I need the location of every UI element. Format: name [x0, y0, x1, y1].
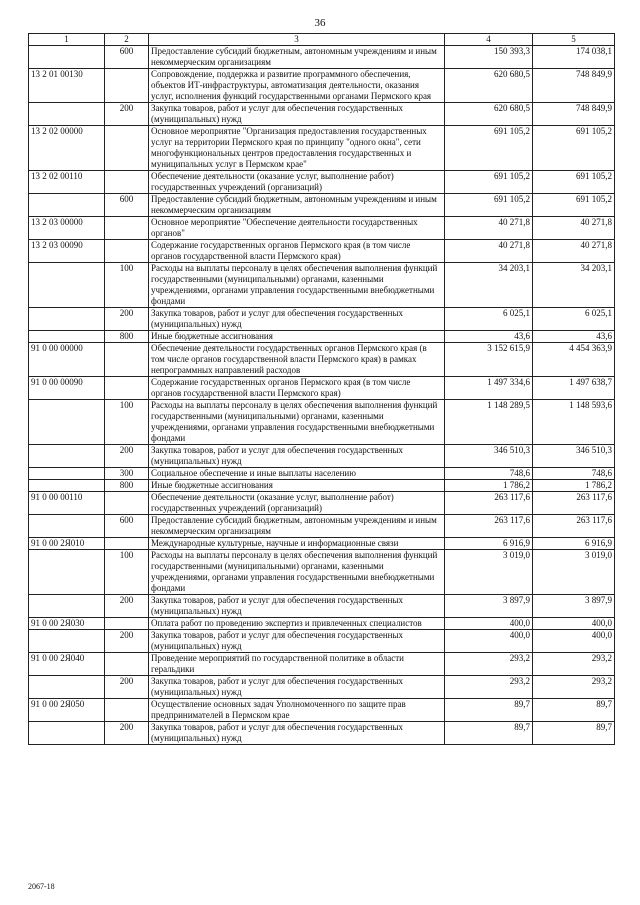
amount-year-2: 263 117,6	[533, 492, 615, 515]
target-article-code: 13 2 02 00000	[29, 126, 105, 171]
header-col-4: 4	[445, 34, 533, 46]
amount-year-2: 1 786,2	[533, 480, 615, 492]
row-description: Иные бюджетные ассигнования	[149, 480, 445, 492]
target-article-code: 91 0 00 00110	[29, 492, 105, 515]
expense-type-code	[105, 653, 149, 676]
table-row	[29, 630, 615, 653]
amount-year-1: 400,0	[445, 630, 533, 653]
table-row	[29, 194, 615, 217]
table-row	[29, 699, 615, 722]
expense-type-code: 200	[105, 722, 149, 745]
table-body	[29, 46, 615, 745]
amount-year-1: 691 105,2	[445, 171, 533, 194]
target-article-code	[29, 595, 105, 618]
table-row	[29, 46, 615, 69]
table-row	[29, 240, 615, 263]
expense-type-code: 600	[105, 515, 149, 538]
row-description: Закупка товаров, работ и услуг для обеспечения государственных (муниципальных) нужд	[149, 103, 445, 126]
target-article-code: 91 0 00 2Я050	[29, 699, 105, 722]
expense-type-code: 600	[105, 46, 149, 69]
row-description: Проведение мероприятий по государственной политике в области геральдики	[149, 653, 445, 676]
row-description: Расходы на выплаты персоналу в целях обеспечения выполнения функций государственными (муниципальными) органами, казенными учреждениями, органами управления государственными внебюджетными фондами	[149, 550, 445, 595]
expense-type-code: 200	[105, 308, 149, 331]
target-article-code: 91 0 00 2Я010	[29, 538, 105, 550]
target-article-code	[29, 515, 105, 538]
table-row	[29, 263, 615, 308]
amount-year-1: 89,7	[445, 722, 533, 745]
table-row	[29, 722, 615, 745]
amount-year-2: 174 038,1	[533, 46, 615, 69]
target-article-code	[29, 480, 105, 492]
table-row	[29, 492, 615, 515]
row-description: Международные культурные, научные и информационные связи	[149, 538, 445, 550]
amount-year-1: 6 025,1	[445, 308, 533, 331]
amount-year-2: 748,6	[533, 468, 615, 480]
amount-year-2: 3 019,0	[533, 550, 615, 595]
expense-type-code: 600	[105, 194, 149, 217]
target-article-code: 91 0 00 2Я040	[29, 653, 105, 676]
target-article-code	[29, 194, 105, 217]
table-row	[29, 126, 615, 171]
expense-type-code	[105, 171, 149, 194]
expense-type-code	[105, 699, 149, 722]
header-col-3: 3	[149, 34, 445, 46]
table-row	[29, 217, 615, 240]
expense-type-code	[105, 69, 149, 103]
target-article-code: 13 2 01 00130	[29, 69, 105, 103]
expense-type-code	[105, 126, 149, 171]
amount-year-1: 620 680,5	[445, 103, 533, 126]
target-article-code	[29, 722, 105, 745]
row-description: Основное мероприятие "Организация предоставления государственных услуг на территории Пермского края по принципу "одного окна", сети многофункциональных центров предоставления государственных и муниципальных услуг в Пермском крае"	[149, 126, 445, 171]
target-article-code: 91 0 00 00000	[29, 343, 105, 377]
table-row	[29, 343, 615, 377]
amount-year-2: 6 025,1	[533, 308, 615, 331]
target-article-code	[29, 103, 105, 126]
row-description: Содержание государственных органов Пермского края (в том числе органов государственной власти Пермского края)	[149, 377, 445, 400]
header-col-5: 5	[533, 34, 615, 46]
expense-type-code: 200	[105, 445, 149, 468]
expense-type-code: 800	[105, 480, 149, 492]
row-description: Обеспечение деятельности государственных органов Пермского края (в том числе органов государственной власти Пермского края) в рамках непрограммных направлений расходов	[149, 343, 445, 377]
amount-year-1: 3 152 615,9	[445, 343, 533, 377]
amount-year-2: 1 497 638,7	[533, 377, 615, 400]
amount-year-1: 346 510,3	[445, 445, 533, 468]
target-article-code	[29, 400, 105, 445]
header-col-2: 2	[105, 34, 149, 46]
table-row	[29, 445, 615, 468]
table-row	[29, 653, 615, 676]
table-row	[29, 69, 615, 103]
expense-type-code: 100	[105, 550, 149, 595]
header-row	[29, 34, 615, 46]
amount-year-2: 691 105,2	[533, 126, 615, 171]
target-article-code	[29, 46, 105, 69]
target-article-code: 13 2 03 00000	[29, 217, 105, 240]
amount-year-1: 691 105,2	[445, 126, 533, 171]
target-article-code	[29, 468, 105, 480]
expense-type-code: 200	[105, 630, 149, 653]
expense-type-code: 100	[105, 263, 149, 308]
row-description: Закупка товаров, работ и услуг для обеспечения государственных (муниципальных) нужд	[149, 308, 445, 331]
row-description: Закупка товаров, работ и услуг для обеспечения государственных (муниципальных) нужд	[149, 595, 445, 618]
amount-year-2: 89,7	[533, 699, 615, 722]
target-article-code: 91 0 00 00090	[29, 377, 105, 400]
table-row	[29, 171, 615, 194]
amount-year-2: 43,6	[533, 331, 615, 343]
expense-type-code	[105, 240, 149, 263]
header-col-1: 1	[29, 34, 105, 46]
target-article-code	[29, 550, 105, 595]
table-row	[29, 538, 615, 550]
row-description: Закупка товаров, работ и услуг для обеспечения государственных (муниципальных) нужд	[149, 676, 445, 699]
table-row	[29, 308, 615, 331]
expense-type-code: 200	[105, 595, 149, 618]
footer-code: 2067-18	[28, 882, 55, 891]
table-row	[29, 550, 615, 595]
amount-year-1: 150 393,3	[445, 46, 533, 69]
amount-year-1: 43,6	[445, 331, 533, 343]
row-description: Закупка товаров, работ и услуг для обеспечения государственных (муниципальных) нужд	[149, 722, 445, 745]
table-row	[29, 676, 615, 699]
expense-type-code	[105, 618, 149, 630]
amount-year-1: 748,6	[445, 468, 533, 480]
row-description: Расходы на выплаты персоналу в целях обеспечения выполнения функций государственными (муниципальными) органами, казенными учреждениями, органами управления государственными внебюджетными фондами	[149, 400, 445, 445]
amount-year-1: 263 117,6	[445, 492, 533, 515]
row-description: Социальное обеспечение и иные выплаты населению	[149, 468, 445, 480]
amount-year-1: 3 897,9	[445, 595, 533, 618]
target-article-code: 13 2 03 00090	[29, 240, 105, 263]
row-description: Иные бюджетные ассигнования	[149, 331, 445, 343]
row-description: Осуществление основных задач Уполномоченного по защите прав предпринимателей в Пермском крае	[149, 699, 445, 722]
table-row	[29, 595, 615, 618]
amount-year-2: 40 271,8	[533, 217, 615, 240]
row-description: Предоставление субсидий бюджетным, автономным учреждениям и иным некоммерческим организациям	[149, 46, 445, 69]
expense-type-code	[105, 538, 149, 550]
amount-year-1: 40 271,8	[445, 240, 533, 263]
amount-year-1: 263 117,6	[445, 515, 533, 538]
row-description: Основное мероприятие "Обеспечение деятельности государственных органов"	[149, 217, 445, 240]
table-row	[29, 400, 615, 445]
target-article-code: 13 2 02 00110	[29, 171, 105, 194]
amount-year-1: 40 271,8	[445, 217, 533, 240]
amount-year-1: 1 786,2	[445, 480, 533, 492]
table-row	[29, 103, 615, 126]
target-article-code	[29, 630, 105, 653]
table-row	[29, 377, 615, 400]
amount-year-2: 263 117,6	[533, 515, 615, 538]
amount-year-1: 89,7	[445, 699, 533, 722]
target-article-code	[29, 331, 105, 343]
amount-year-2: 400,0	[533, 630, 615, 653]
target-article-code	[29, 676, 105, 699]
expense-type-code	[105, 217, 149, 240]
expense-type-code: 200	[105, 103, 149, 126]
amount-year-2: 293,2	[533, 676, 615, 699]
amount-year-1: 3 019,0	[445, 550, 533, 595]
amount-year-2: 34 203,1	[533, 263, 615, 308]
row-description: Расходы на выплаты персоналу в целях обеспечения выполнения функций государственными (муниципальными) органами, казенными учреждениями, органами управления государственными внебюджетными фондами	[149, 263, 445, 308]
row-description: Оплата работ по проведению экспертиз и привлеченных специалистов	[149, 618, 445, 630]
expense-type-code	[105, 343, 149, 377]
row-description: Закупка товаров, работ и услуг для обеспечения государственных (муниципальных) нужд	[149, 445, 445, 468]
target-article-code	[29, 445, 105, 468]
amount-year-2: 691 105,2	[533, 194, 615, 217]
page-number: 36	[314, 17, 326, 29]
budget-table	[28, 33, 615, 745]
amount-year-1: 620 680,5	[445, 69, 533, 103]
table-row	[29, 515, 615, 538]
amount-year-1: 34 203,1	[445, 263, 533, 308]
expense-type-code	[105, 377, 149, 400]
amount-year-1: 6 916,9	[445, 538, 533, 550]
amount-year-2: 748 849,9	[533, 103, 615, 126]
table-row	[29, 331, 615, 343]
amount-year-2: 748 849,9	[533, 69, 615, 103]
amount-year-2: 293,2	[533, 653, 615, 676]
amount-year-1: 400,0	[445, 618, 533, 630]
expense-type-code: 100	[105, 400, 149, 445]
amount-year-1: 1 497 334,6	[445, 377, 533, 400]
amount-year-2: 6 916,9	[533, 538, 615, 550]
amount-year-1: 293,2	[445, 676, 533, 699]
amount-year-2: 40 271,8	[533, 240, 615, 263]
row-description: Предоставление субсидий бюджетным, автономным учреждениям и иным некоммерческим организациям	[149, 515, 445, 538]
amount-year-1: 1 148 289,5	[445, 400, 533, 445]
amount-year-2: 1 148 593,6	[533, 400, 615, 445]
table-row	[29, 468, 615, 480]
row-description: Закупка товаров, работ и услуг для обеспечения государственных (муниципальных) нужд	[149, 630, 445, 653]
row-description: Обеспечение деятельности (оказание услуг, выполнение работ) государственных учреждений (организаций)	[149, 171, 445, 194]
amount-year-2: 346 510,3	[533, 445, 615, 468]
row-description: Обеспечение деятельности (оказание услуг, выполнение работ) государственных учреждений (организаций)	[149, 492, 445, 515]
amount-year-2: 3 897,9	[533, 595, 615, 618]
amount-year-2: 691 105,2	[533, 171, 615, 194]
table-row	[29, 618, 615, 630]
amount-year-2: 4 454 363,9	[533, 343, 615, 377]
table-row	[29, 480, 615, 492]
row-description: Предоставление субсидий бюджетным, автономным учреждениям и иным некоммерческим организациям	[149, 194, 445, 217]
row-description: Содержание государственных органов Пермского края (в том числе органов государственной власти Пермского края)	[149, 240, 445, 263]
expense-type-code: 300	[105, 468, 149, 480]
amount-year-1: 691 105,2	[445, 194, 533, 217]
amount-year-2: 89,7	[533, 722, 615, 745]
amount-year-2: 400,0	[533, 618, 615, 630]
expense-type-code: 200	[105, 676, 149, 699]
target-article-code: 91 0 00 2Я030	[29, 618, 105, 630]
expense-type-code	[105, 492, 149, 515]
amount-year-1: 293,2	[445, 653, 533, 676]
expense-type-code: 800	[105, 331, 149, 343]
target-article-code	[29, 263, 105, 308]
row-description: Сопровождение, поддержка и развитие программного обеспечения, объектов ИТ-инфраструктуры, автоматизация деятельности, оказания услуг, исполнения функций государственными органами Пермского края	[149, 69, 445, 103]
target-article-code	[29, 308, 105, 331]
